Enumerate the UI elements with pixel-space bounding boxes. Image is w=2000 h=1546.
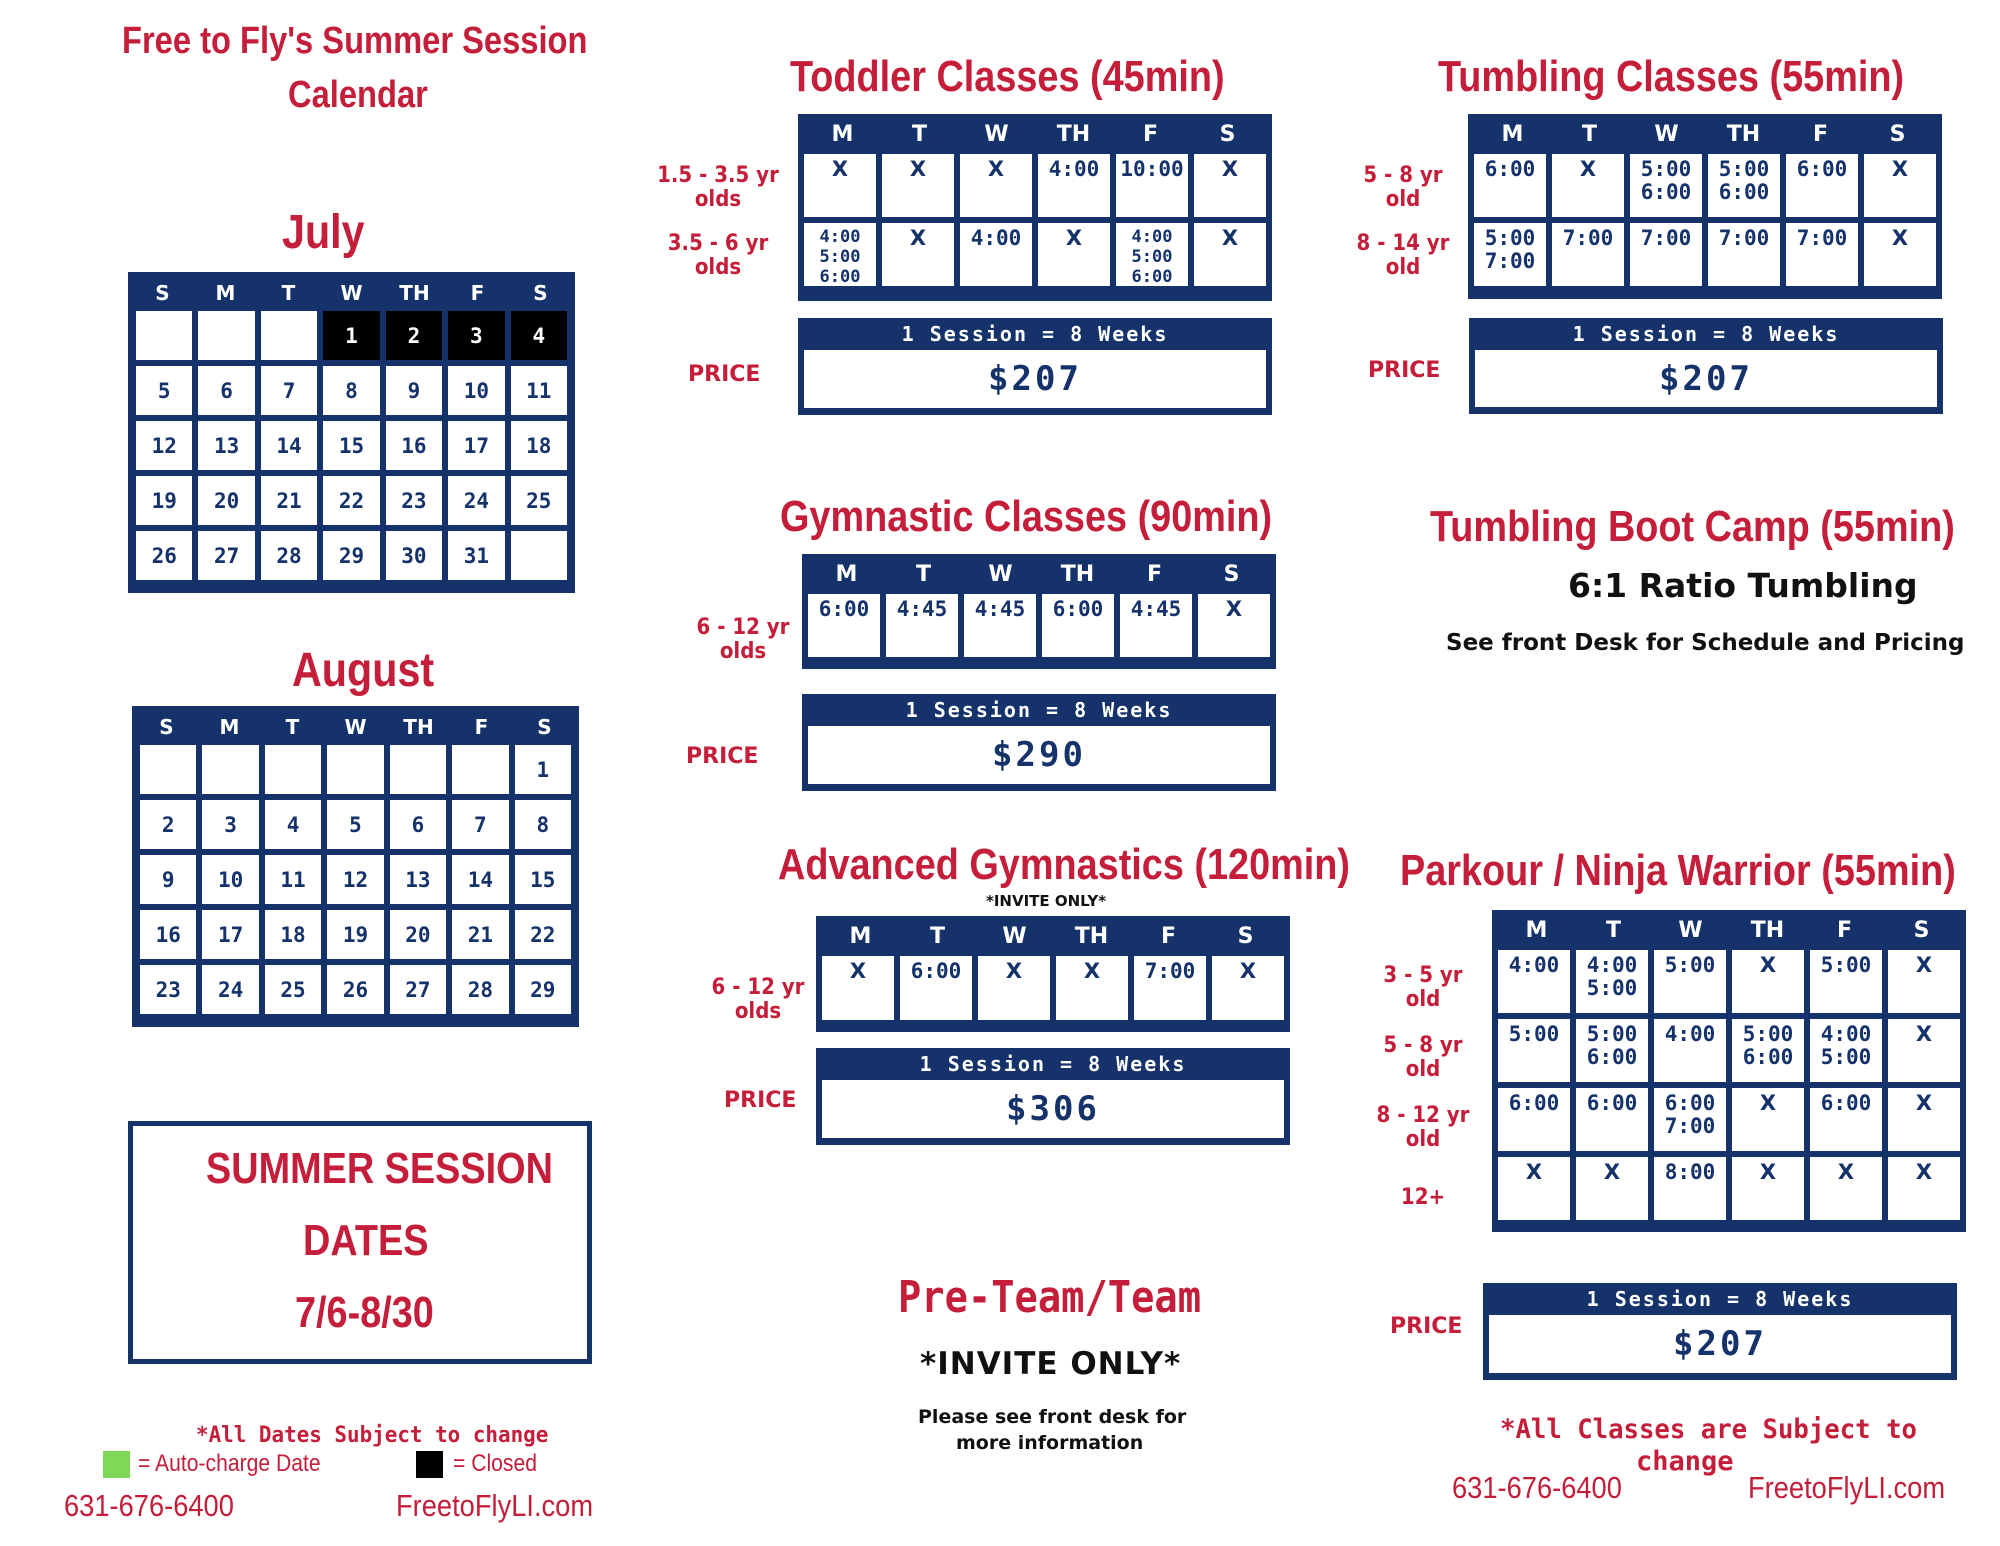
table-header xyxy=(804,114,1266,154)
website-left[interactable]: FreetoFlyLI.com xyxy=(396,1488,594,1523)
calendar-day: 22 xyxy=(515,910,571,959)
schedule-cell: X xyxy=(1038,223,1110,286)
calendar-day: 30 xyxy=(386,531,442,580)
weekday-label: S xyxy=(1237,923,1254,949)
calendar-day: 22 xyxy=(323,476,379,525)
schedule-cell: X xyxy=(1194,223,1266,286)
phone-right: 631-676-6400 xyxy=(1452,1470,1622,1505)
table-body xyxy=(808,594,1270,657)
closed-label: = Closed xyxy=(453,1450,537,1477)
calendar-day: 18 xyxy=(265,910,321,959)
calendar-day: 1 xyxy=(323,311,379,360)
parkour-row-label-3: 8 - 12 yr old xyxy=(1376,1103,1470,1152)
weekday-label: T xyxy=(281,281,296,305)
session-dates-box xyxy=(128,1121,592,1364)
weekday-label: M xyxy=(831,121,854,147)
table-header xyxy=(1498,910,1960,950)
weekday-label: M xyxy=(849,923,872,949)
weekday-label: F xyxy=(1836,917,1853,943)
schedule-cell: X xyxy=(1552,154,1624,217)
weekday-label: T xyxy=(915,561,931,587)
calendar-day: 14 xyxy=(261,421,317,470)
table-body xyxy=(1498,950,1960,1220)
calendar-empty-cell xyxy=(265,745,321,794)
weekday-label: S xyxy=(1913,917,1930,943)
parkour-price: $207 xyxy=(1489,1315,1951,1373)
schedule-cell: X xyxy=(1888,1157,1960,1220)
calendar-day: 24 xyxy=(448,476,504,525)
calendar-empty-cell xyxy=(261,311,317,360)
weekday-label: S xyxy=(159,715,174,739)
schedule-cell: X xyxy=(1810,1157,1882,1220)
weekday-label: S xyxy=(1223,561,1240,587)
gymnastic-title: Gymnastic Classes (90min) xyxy=(780,492,1273,541)
august-calendar xyxy=(132,706,579,1027)
schedule-cell: X xyxy=(1888,1019,1960,1082)
weekday-label: S xyxy=(1219,121,1236,147)
schedule-cell: 10:00 xyxy=(1116,154,1188,217)
schedule-cell: 6:00 xyxy=(1810,1088,1882,1151)
calendar-day: 25 xyxy=(511,476,567,525)
schedule-cell: X xyxy=(1864,154,1936,217)
calendar-day: 5 xyxy=(327,800,383,849)
weekday-label: F xyxy=(470,281,485,305)
calendar-day: 20 xyxy=(198,476,254,525)
schedule-cell: 4:00 5:00 xyxy=(1810,1019,1882,1082)
weekday-label: S xyxy=(533,281,548,305)
weekday-label: W xyxy=(1002,923,1027,949)
weekday-label: F xyxy=(1146,561,1163,587)
schedule-cell: X xyxy=(1732,1088,1804,1151)
parkour-price-label: PRICE xyxy=(1390,1314,1463,1339)
website-right[interactable]: FreetoFlyLI.com xyxy=(1748,1470,1946,1505)
parkour-schedule-table xyxy=(1492,910,1966,1232)
calendar-empty-cell xyxy=(136,311,192,360)
gymnastic-price-label: PRICE xyxy=(686,744,759,769)
weekday-label: TH xyxy=(1060,561,1095,587)
calendar-grid xyxy=(135,745,576,1019)
schedule-cell: X xyxy=(1888,950,1960,1013)
schedule-cell: 4:45 xyxy=(964,594,1036,657)
weekday-label: F xyxy=(1812,121,1829,147)
calendar-weekday-header xyxy=(135,709,576,745)
calendar-day: 6 xyxy=(198,366,254,415)
calendar-day: 1 xyxy=(515,745,571,794)
calendar-day: 26 xyxy=(327,965,383,1014)
calendar-day: 13 xyxy=(198,421,254,470)
dates-subject-note: *All Dates Subject to change xyxy=(196,1423,549,1448)
schedule-cell: X xyxy=(1576,1157,1648,1220)
calendar-day: 8 xyxy=(323,366,379,415)
calendar-day: 27 xyxy=(198,531,254,580)
calendar-day: 20 xyxy=(390,910,446,959)
calendar-day: 29 xyxy=(515,965,571,1014)
calendar-day: 6 xyxy=(390,800,446,849)
july-calendar xyxy=(128,272,575,593)
august-title: August xyxy=(292,644,435,697)
parkour-row-label-4: 12+ xyxy=(1400,1185,1446,1210)
calendar-day: 31 xyxy=(448,531,504,580)
calendar-day: 13 xyxy=(390,855,446,904)
toddler-price-box xyxy=(798,318,1272,415)
schedule-cell: 6:00 xyxy=(900,956,972,1020)
schedule-cell: 5:00 xyxy=(1654,950,1726,1013)
weekday-label: S xyxy=(537,715,552,739)
weekday-label: F xyxy=(474,715,489,739)
schedule-cell: 4:00 xyxy=(960,223,1032,286)
schedule-cell: X xyxy=(882,154,954,217)
calendar-day: 12 xyxy=(327,855,383,904)
tumbling-row-label-2: 8 - 14 yr old xyxy=(1356,231,1450,280)
july-title: July xyxy=(282,206,365,259)
page-title-line1: Free to Fly's Summer Session xyxy=(122,20,588,62)
schedule-cell: X xyxy=(1194,154,1266,217)
calendar-day: 2 xyxy=(386,311,442,360)
table-header xyxy=(1474,114,1936,154)
schedule-cell: 5:00 xyxy=(1498,1019,1570,1082)
tumbling-price-label: PRICE xyxy=(1368,358,1441,383)
weekday-label: T xyxy=(285,715,300,739)
calendar-day: 5 xyxy=(136,366,192,415)
schedule-cell: 6:00 xyxy=(808,594,880,657)
schedule-cell: 4:00 5:00 6:00 xyxy=(804,223,876,286)
tumbling-schedule-table xyxy=(1468,114,1942,299)
calendar-day: 4 xyxy=(511,311,567,360)
preteam-title: Pre-Team/Team xyxy=(898,1272,1202,1323)
session-dates-line1: SUMMER SESSION xyxy=(206,1144,553,1193)
schedule-cell: 5:00 xyxy=(1810,950,1882,1013)
table-header xyxy=(822,916,1284,956)
bootcamp-subtitle: 6:1 Ratio Tumbling xyxy=(1568,566,1918,605)
schedule-cell: 6:00 xyxy=(1498,1088,1570,1151)
gymnastic-schedule-table xyxy=(802,554,1276,669)
weekday-label: TH xyxy=(399,281,430,305)
calendar-day: 21 xyxy=(261,476,317,525)
weekday-label: T xyxy=(929,923,945,949)
schedule-cell: 6:00 xyxy=(1786,154,1858,217)
table-body xyxy=(804,154,1266,286)
weekday-label: W xyxy=(984,121,1009,147)
tumbling-row-label-1: 5 - 8 yr old xyxy=(1363,163,1443,212)
schedule-cell: X xyxy=(804,154,876,217)
weekday-label: W xyxy=(1678,917,1703,943)
parkour-price-box xyxy=(1483,1283,1957,1380)
calendar-day: 2 xyxy=(140,800,196,849)
calendar-empty-cell xyxy=(452,745,508,794)
schedule-cell: 4:45 xyxy=(886,594,958,657)
calendar-day: 17 xyxy=(448,421,504,470)
schedule-cell: X xyxy=(1864,223,1936,286)
schedule-cell: 5:00 7:00 xyxy=(1474,223,1546,286)
calendar-day: 17 xyxy=(202,910,258,959)
calendar-day: 27 xyxy=(390,965,446,1014)
schedule-cell: X xyxy=(882,223,954,286)
weekday-label: M xyxy=(1501,121,1524,147)
weekday-label: W xyxy=(344,715,367,739)
calendar-day: 21 xyxy=(452,910,508,959)
schedule-cell: X xyxy=(978,956,1050,1020)
schedule-cell: 7:00 xyxy=(1708,223,1780,286)
advanced-invite: *INVITE ONLY* xyxy=(986,892,1107,910)
calendar-day: 16 xyxy=(140,910,196,959)
schedule-cell: 4:00 xyxy=(1038,154,1110,217)
weekday-label: W xyxy=(340,281,363,305)
calendar-day: 9 xyxy=(140,855,196,904)
schedule-cell: 4:00 xyxy=(1654,1019,1726,1082)
weekday-label: F xyxy=(1142,121,1159,147)
calendar-day: 11 xyxy=(511,366,567,415)
schedule-cell: X xyxy=(822,956,894,1020)
schedule-cell: 6:00 xyxy=(1042,594,1114,657)
calendar-day: 16 xyxy=(386,421,442,470)
weekday-label: TH xyxy=(403,715,434,739)
classes-subject-note-line1: *All Classes are Subject to xyxy=(1500,1414,1917,1445)
toddler-title: Toddler Classes (45min) xyxy=(790,52,1225,101)
weekday-label: TH xyxy=(1074,923,1109,949)
calendar-day: 10 xyxy=(202,855,258,904)
parkour-row-label-2: 5 - 8 yr old xyxy=(1383,1033,1463,1082)
auto-charge-swatch xyxy=(103,1451,130,1478)
calendar-empty-cell xyxy=(140,745,196,794)
schedule-cell: 4:00 5:00 6:00 xyxy=(1116,223,1188,286)
calendar-day: 9 xyxy=(386,366,442,415)
bootcamp-note: See front Desk for Schedule and Pricing xyxy=(1446,630,1965,656)
calendar-day: 23 xyxy=(140,965,196,1014)
parkour-title: Parkour / Ninja Warrior (55min) xyxy=(1400,846,1956,895)
weekday-label: M xyxy=(219,715,240,739)
schedule-cell: X xyxy=(1212,956,1284,1020)
weekday-label: M xyxy=(835,561,858,587)
calendar-day: 8 xyxy=(515,800,571,849)
calendar-weekday-header xyxy=(131,275,572,311)
advanced-price-box xyxy=(816,1048,1290,1145)
tumbling-price-box xyxy=(1469,318,1943,414)
calendar-day: 4 xyxy=(265,800,321,849)
weekday-label: TH xyxy=(1056,121,1091,147)
weekday-label: T xyxy=(1605,917,1621,943)
schedule-cell: 7:00 xyxy=(1786,223,1858,286)
schedule-cell: 5:00 6:00 xyxy=(1708,154,1780,217)
calendar-day: 29 xyxy=(323,531,379,580)
weekday-label: M xyxy=(215,281,236,305)
gymnastic-price: $290 xyxy=(808,726,1270,784)
schedule-cell: 8:00 xyxy=(1654,1157,1726,1220)
calendar-day: 3 xyxy=(448,311,504,360)
table-body xyxy=(1474,154,1936,286)
advanced-price-label: PRICE xyxy=(724,1088,797,1113)
schedule-cell: X xyxy=(1732,950,1804,1013)
calendar-day: 15 xyxy=(515,855,571,904)
weekday-label: S xyxy=(1889,121,1906,147)
calendar-day: 15 xyxy=(323,421,379,470)
schedule-cell: 7:00 xyxy=(1552,223,1624,286)
session-length: 1 Session = 8 Weeks xyxy=(1586,1287,1854,1311)
schedule-cell: 7:00 xyxy=(1134,956,1206,1020)
calendar-day: 19 xyxy=(136,476,192,525)
schedule-cell: 6:00 xyxy=(1474,154,1546,217)
toddler-price: $207 xyxy=(804,350,1266,408)
preteam-note-line1: Please see front desk for xyxy=(918,1406,1187,1428)
session-length: 1 Session = 8 Weeks xyxy=(919,1052,1187,1076)
calendar-day: 25 xyxy=(265,965,321,1014)
toddler-row-label-2: 3.5 - 6 yr olds xyxy=(667,231,769,280)
phone-left: 631-676-6400 xyxy=(64,1488,234,1523)
calendar-empty-cell xyxy=(202,745,258,794)
weekday-label: T xyxy=(1581,121,1597,147)
calendar-day: 10 xyxy=(448,366,504,415)
table-body xyxy=(822,956,1284,1020)
calendar-empty-cell xyxy=(390,745,446,794)
preteam-note-line2: more information xyxy=(956,1432,1144,1454)
advanced-schedule-table xyxy=(816,916,1290,1032)
schedule-cell: X xyxy=(1498,1157,1570,1220)
session-length: 1 Session = 8 Weeks xyxy=(905,698,1173,722)
schedule-cell: 4:45 xyxy=(1120,594,1192,657)
advanced-row-label: 6 - 12 yr olds xyxy=(711,975,805,1024)
session-length: 1 Session = 8 Weeks xyxy=(901,322,1169,346)
schedule-cell: 4:00 xyxy=(1498,950,1570,1013)
weekday-label: F xyxy=(1160,923,1177,949)
session-length: 1 Session = 8 Weeks xyxy=(1572,322,1840,346)
schedule-cell: 5:00 6:00 xyxy=(1630,154,1702,217)
preteam-invite: *INVITE ONLY* xyxy=(920,1346,1182,1382)
schedule-cell: 5:00 6:00 xyxy=(1576,1019,1648,1082)
calendar-day: 28 xyxy=(452,965,508,1014)
calendar-day: 19 xyxy=(327,910,383,959)
schedule-cell: X xyxy=(1888,1088,1960,1151)
calendar-day: 26 xyxy=(136,531,192,580)
calendar-day: 11 xyxy=(265,855,321,904)
gymnastic-price-box xyxy=(802,694,1276,791)
calendar-empty-cell xyxy=(327,745,383,794)
closed-swatch xyxy=(416,1451,443,1478)
auto-charge-label: = Auto-charge Date xyxy=(138,1450,321,1477)
schedule-cell: 6:00 7:00 xyxy=(1654,1088,1726,1151)
calendar-day: 24 xyxy=(202,965,258,1014)
toddler-row-label-1: 1.5 - 3.5 yr olds xyxy=(657,163,779,212)
calendar-day: 7 xyxy=(452,800,508,849)
tumbling-price: $207 xyxy=(1475,350,1937,407)
page-title-line2: Calendar xyxy=(288,74,428,116)
schedule-cell: 4:00 5:00 xyxy=(1576,950,1648,1013)
schedule-cell: X xyxy=(1732,1157,1804,1220)
calendar-day: 3 xyxy=(202,800,258,849)
calendar-empty-cell xyxy=(198,311,254,360)
weekday-label: W xyxy=(988,561,1013,587)
schedule-cell: 6:00 xyxy=(1576,1088,1648,1151)
weekday-label: S xyxy=(155,281,170,305)
advanced-title: Advanced Gymnastics (120min) xyxy=(778,840,1351,889)
table-header xyxy=(808,554,1270,594)
tumbling-title: Tumbling Classes (55min) xyxy=(1438,52,1905,101)
toddler-price-label: PRICE xyxy=(688,362,761,387)
schedule-cell: X xyxy=(960,154,1032,217)
schedule-cell: 5:00 6:00 xyxy=(1732,1019,1804,1082)
calendar-day: 23 xyxy=(386,476,442,525)
schedule-cell: 7:00 xyxy=(1630,223,1702,286)
session-dates-line2: DATES xyxy=(303,1216,429,1265)
weekday-label: W xyxy=(1654,121,1679,147)
gymnastic-row-label: 6 - 12 yr olds xyxy=(696,615,790,664)
calendar-day: 28 xyxy=(261,531,317,580)
weekday-label: T xyxy=(911,121,927,147)
parkour-row-label-1: 3 - 5 yr old xyxy=(1383,963,1463,1012)
calendar-day: 18 xyxy=(511,421,567,470)
session-dates-line3: 7/6-8/30 xyxy=(295,1288,434,1337)
schedule-cell: X xyxy=(1198,594,1270,657)
weekday-label: TH xyxy=(1726,121,1761,147)
weekday-label: TH xyxy=(1750,917,1785,943)
calendar-day: 14 xyxy=(452,855,508,904)
weekday-label: M xyxy=(1525,917,1548,943)
calendar-day: 7 xyxy=(261,366,317,415)
calendar-empty-cell xyxy=(511,531,567,580)
schedule-cell: X xyxy=(1056,956,1128,1020)
advanced-price: $306 xyxy=(822,1080,1284,1138)
bootcamp-title: Tumbling Boot Camp (55min) xyxy=(1430,502,1955,551)
calendar-grid xyxy=(131,311,572,585)
calendar-day: 12 xyxy=(136,421,192,470)
classes-subject-note-line2: change xyxy=(1636,1446,1734,1477)
toddler-schedule-table xyxy=(798,114,1272,301)
